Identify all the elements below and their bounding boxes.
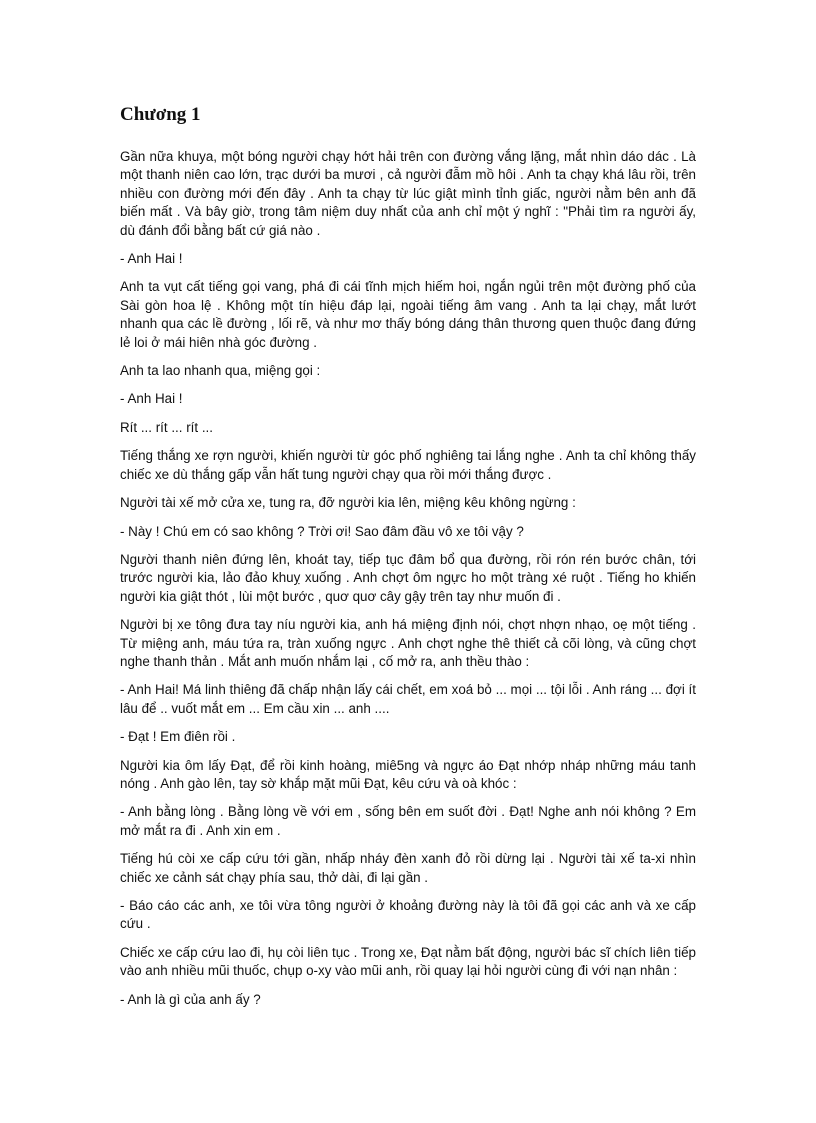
paragraph: Người bị xe tông đưa tay níu người kia, anh há miệng định nói, chợt nhợn nhạo, oẹ một tiếng . Từ miệng anh, máu tứa ra, tràn xuống ngực . Anh chợt nghe thê thiết cả cõi lòng, và cũng chợt nghe thanh thản . Mắt anh muốn nhắm lại , cố mở ra, anh thều thào : — [120, 617, 696, 669]
paragraph: Anh ta lao nhanh qua, miệng gọi : — [120, 363, 321, 379]
paragraph: Người tài xế mở cửa xe, tung ra, đỡ người kia lên, miệng kêu không ngừng : — [120, 495, 576, 511]
paragraph: - Anh bằng lòng . Bằng lòng về với em , sống bên em suốt đời . Đạt! Nghe anh nói không ? Em mở mắt ra đi . Anh xin em . — [120, 804, 696, 838]
paragraph: Tiếng thắng xe rợn người, khiến người từ góc phố nghiêng tai lắng nghe . Anh ta chỉ không thấy chiếc xe dù thắng gấp vẫn hất tung người chạy qua rồi mới thắng được . — [120, 448, 696, 482]
paragraph: Rít ... rít ... rít ... — [120, 419, 213, 435]
paragraph: - Báo cáo các anh, xe tôi vừa tông người ở khoảng đường này là tôi đã gọi các anh và xe cấp cứu . — [120, 898, 696, 932]
paragraph: Gần nữa khuya, một bóng người chạy hớt hải trên con đường vắng lặng, mắt nhìn dáo dác . Là một thanh niên cao lớn, trạc dưới ba mươi , cả người đẫm mồ hôi . Anh ta chạy khá lâu rồi, trên nhiều con đường mới đến đây . Anh ta chạy từ lúc giật mình tỉnh giấc, người nằm bên anh đã biến mất . Và bây giờ, trong tâm niệm duy nhất của anh chỉ một ý nghĩ : "Phải tìm ra người ấy, dù đánh đổi bằng bất cứ giá nào . — [120, 149, 696, 238]
paragraph: - Anh Hai! Má linh thiêng đã chấp nhận lấy cái chết, em xoá bỏ ... mọi ... tội lỗi . Anh ráng ... đợi ít lâu để .. vuốt mắt em ... Em cầu xin ... anh .... — [120, 682, 696, 716]
paragraph: Chiếc xe cấp cứu lao đi, hụ còi liên tục . Trong xe, Đạt nằm bất động, người bác sĩ chích liên tiếp vào anh nhiều mũi thuốc, chụp o-xy vào mũi anh, rồi quay lại hỏi người cùng đi với nạn nhân : — [120, 944, 696, 979]
paragraph: Tiếng hú còi xe cấp cứu tới gần, nhấp nháy đèn xanh đỏ rồi dừng lại . Người tài xế ta-xi nhìn chiếc xe cảnh sát chạy phía sau, thở dài, đi lại gần . — [120, 851, 696, 885]
paragraph: Anh ta vụt cất tiếng gọi vang, phá đi cái tĩnh mịch hiếm hoi, ngắn ngủi trên một đường phố của Sài gòn hoa lệ . Không một tín hiệu đáp lại, ngoài tiếng âm vang . Anh ta lại chạy, mắt lướt nhanh qua các lề đường , lối rẽ, và như mơ thấy bóng dáng thân thương quen thuộc đang đứng lẻ loi ở mái hiên nhà góc đường . — [120, 279, 696, 350]
paragraph: Người kia ôm lấy Đạt, để rồi kinh hoàng, miê5ng và ngực áo Đạt nhớp nháp những máu tanh nóng . Anh gào lên, tay sờ khắp mặt mũi Đạt, kêu cứu và oà khóc : — [120, 757, 696, 791]
paragraph: - Anh Hai ! — [120, 391, 183, 407]
paragraph: - Này ! Chú em có sao không ? Trời ơi! Sao đâm đầu vô xe tôi vậy ? — [120, 523, 524, 539]
paragraph: - Anh Hai ! — [120, 251, 183, 267]
paragraph: - Anh là gì của anh ấy ? — [120, 991, 261, 1007]
paragraph: - Đạt ! Em điên rồi . — [120, 729, 236, 745]
paragraph: Người thanh niên đứng lên, khoát tay, tiếp tục đâm bổ qua đường, rồi rón rén bước chân, tới trước người kia, lảo đảo khuỵ xuống . Anh chợt ôm ngực ho một tràng xé ruột . Tiếng ho khiến người kia giật thót , lùi một bước , quơ quơ cây gậy trên tay như muốn đi . — [120, 551, 696, 604]
chapter-title: Chương 1 — [120, 104, 201, 125]
document-body — [120, 104, 696, 1019]
